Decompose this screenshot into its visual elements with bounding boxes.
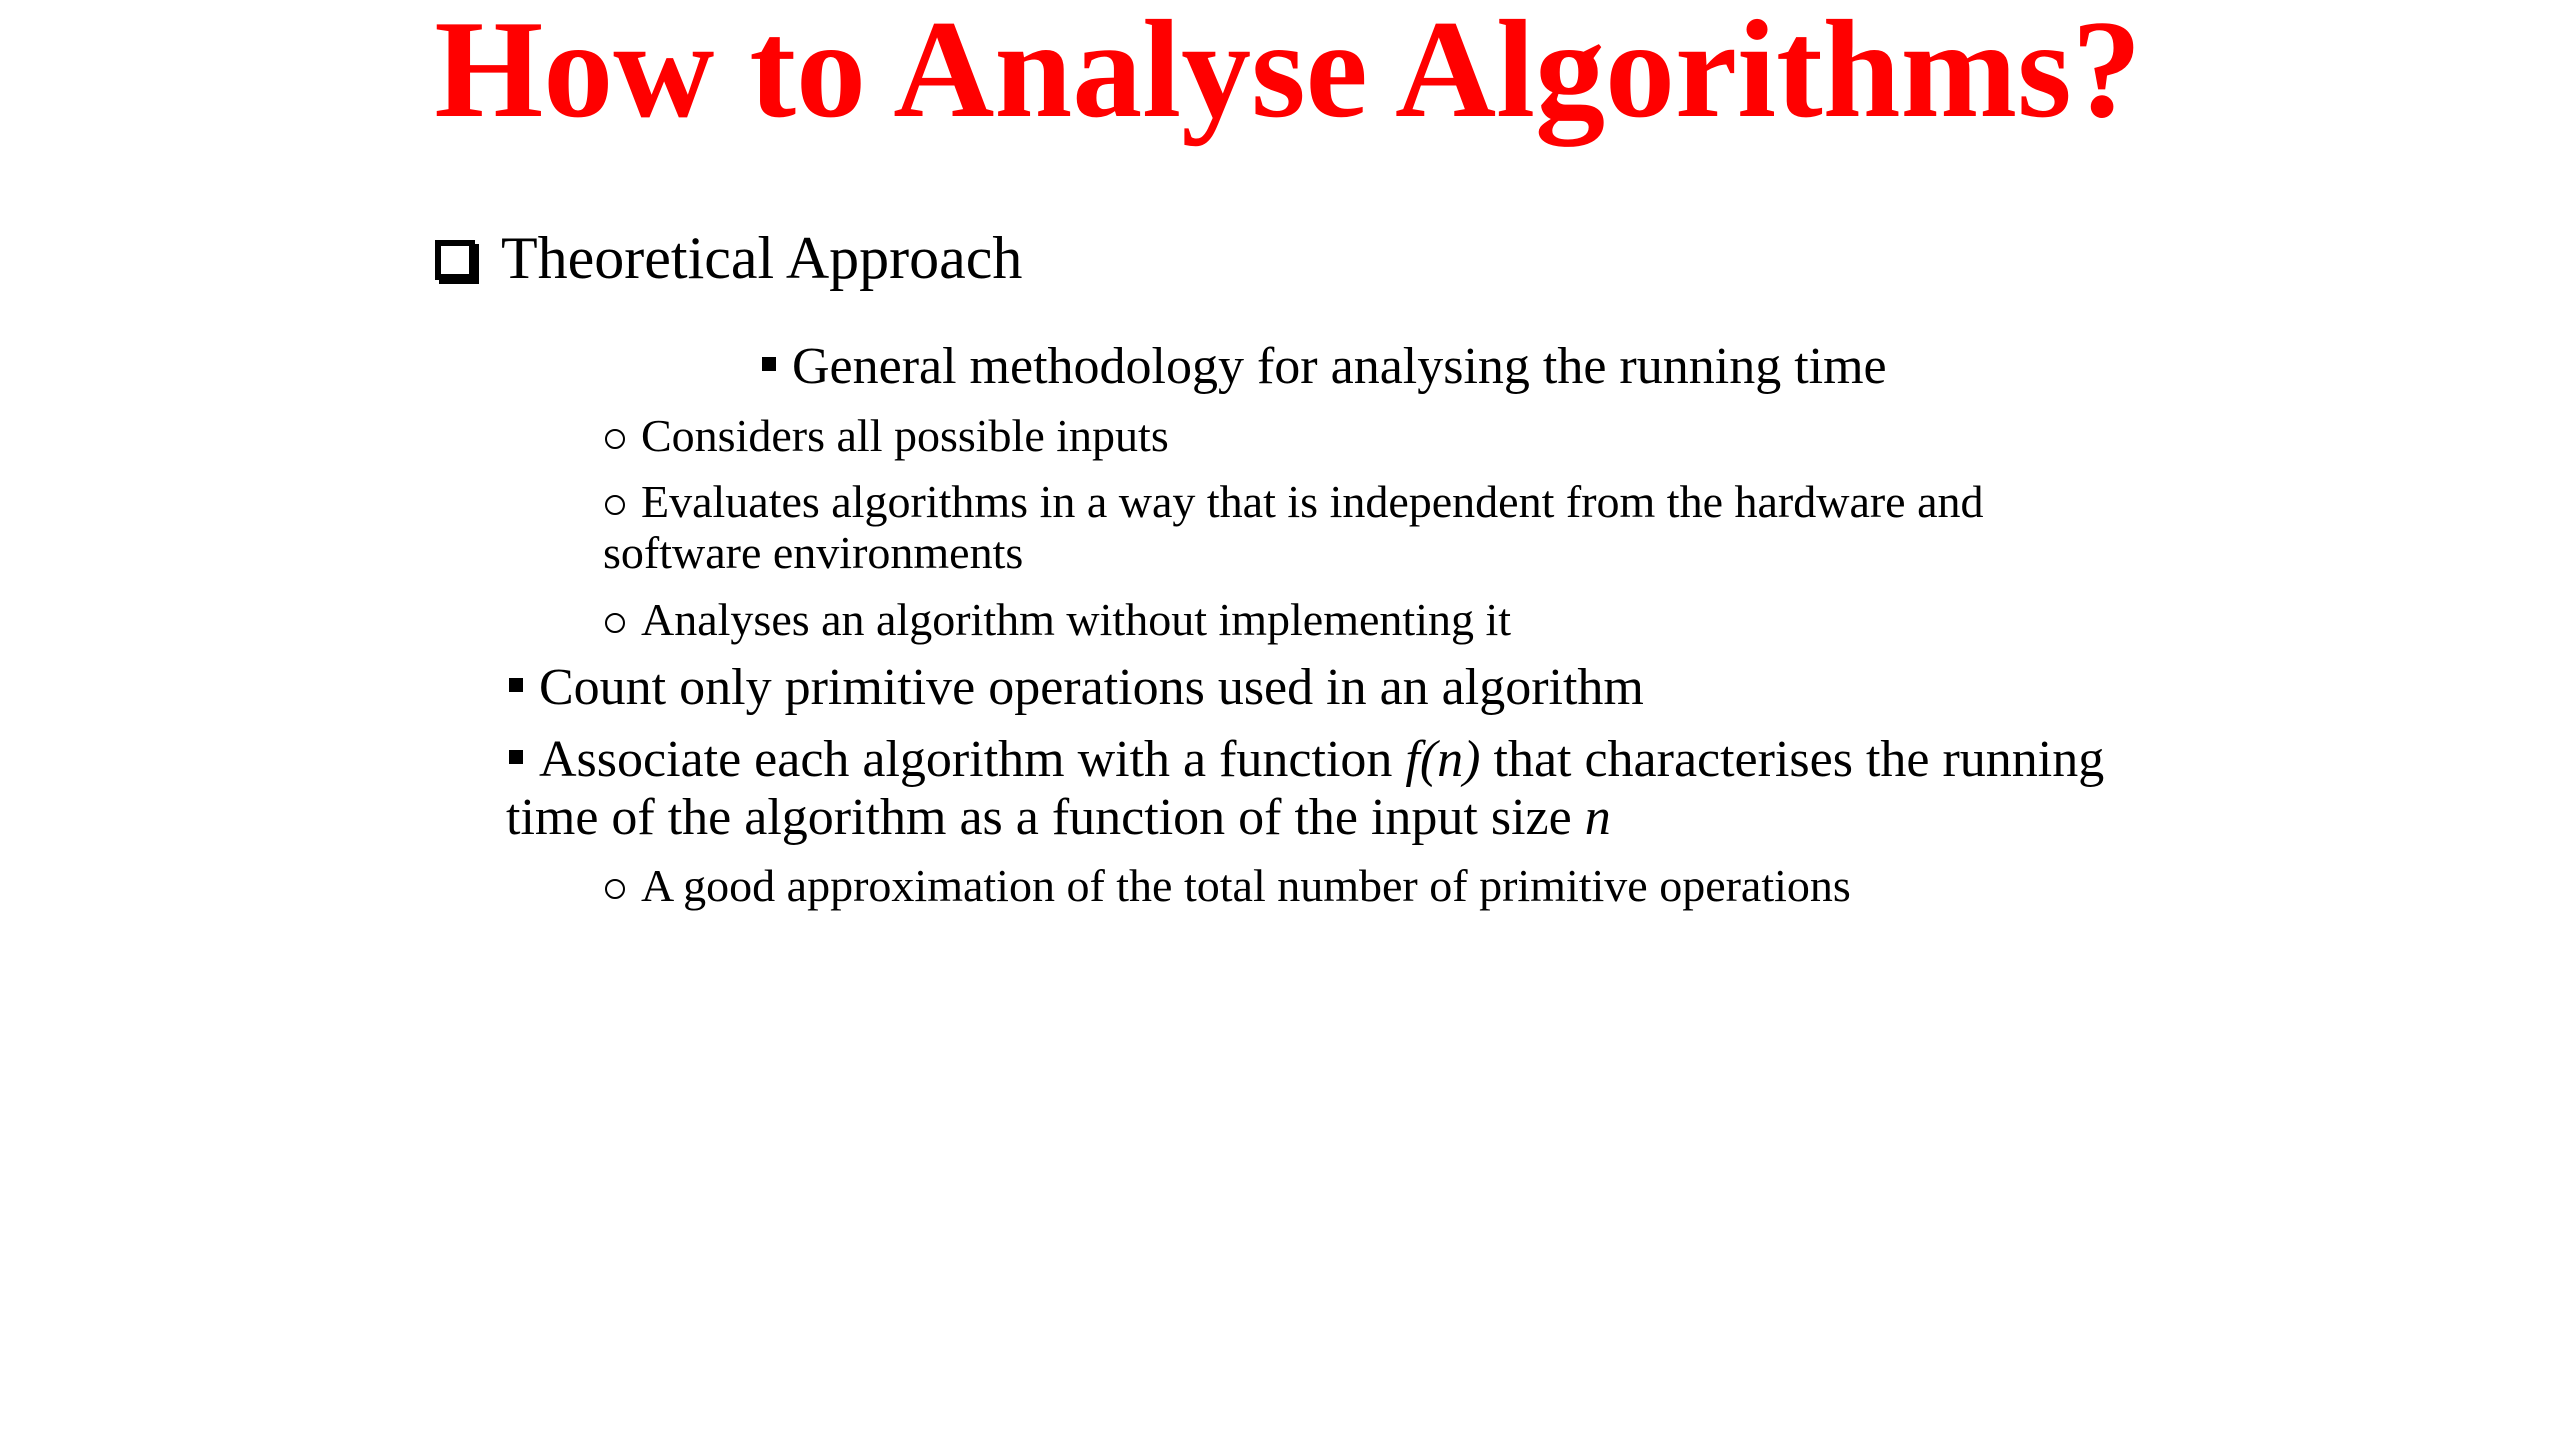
sub-bullet-text: A good approximation of the total number of primitive operations [641, 860, 1851, 911]
bullet-text: time of the algorithm as a function of the input size [506, 789, 1585, 846]
sub-bullet-evaluates [605, 474, 1984, 530]
bullet-text: Count only primitive operations used in an algorithm [539, 659, 1644, 716]
bullet-associate-function [509, 728, 2104, 792]
sub-bullet-approximation [605, 858, 1851, 914]
circle-bullet-icon [605, 429, 625, 449]
sub-bullet-text: Analyses an algorithm without implementing it [641, 594, 1512, 645]
circle-bullet-icon [605, 613, 625, 633]
bullet-general-methodology [762, 335, 1887, 399]
sub-bullet-evaluates-continuation: software environments [603, 527, 1024, 578]
circle-bullet-icon [605, 495, 625, 515]
square-bullet-icon [509, 750, 523, 764]
circle-bullet-icon [605, 879, 625, 899]
bullet-text: General methodology for analysing the running time [792, 338, 1887, 395]
sub-bullet-text: Evaluates algorithms in a way that is independent from the hardware and [641, 476, 1984, 527]
square-bullet-icon [762, 357, 776, 371]
heading-theoretical-approach [435, 222, 1022, 294]
square-bullet-icon [509, 678, 523, 692]
bullet-count-primitive [509, 656, 1644, 720]
bullet-associate-continuation [506, 786, 1611, 850]
bullet-text-continued: that characterises the running [1480, 731, 2105, 788]
input-size-variable: n [1584, 789, 1611, 846]
checkbox-square-icon [435, 240, 475, 280]
bullet-text: Associate each algorithm with a function [539, 731, 1406, 788]
slide-title: How to Analyse Algorithms? [434, 0, 2142, 147]
sub-bullet-analyses [605, 592, 1511, 648]
sub-bullet-text: Considers all possible inputs [641, 410, 1169, 461]
function-notation: f(n) [1405, 731, 1481, 788]
heading-text: Theoretical Approach [501, 225, 1023, 291]
sub-bullet-considers [605, 408, 1169, 464]
